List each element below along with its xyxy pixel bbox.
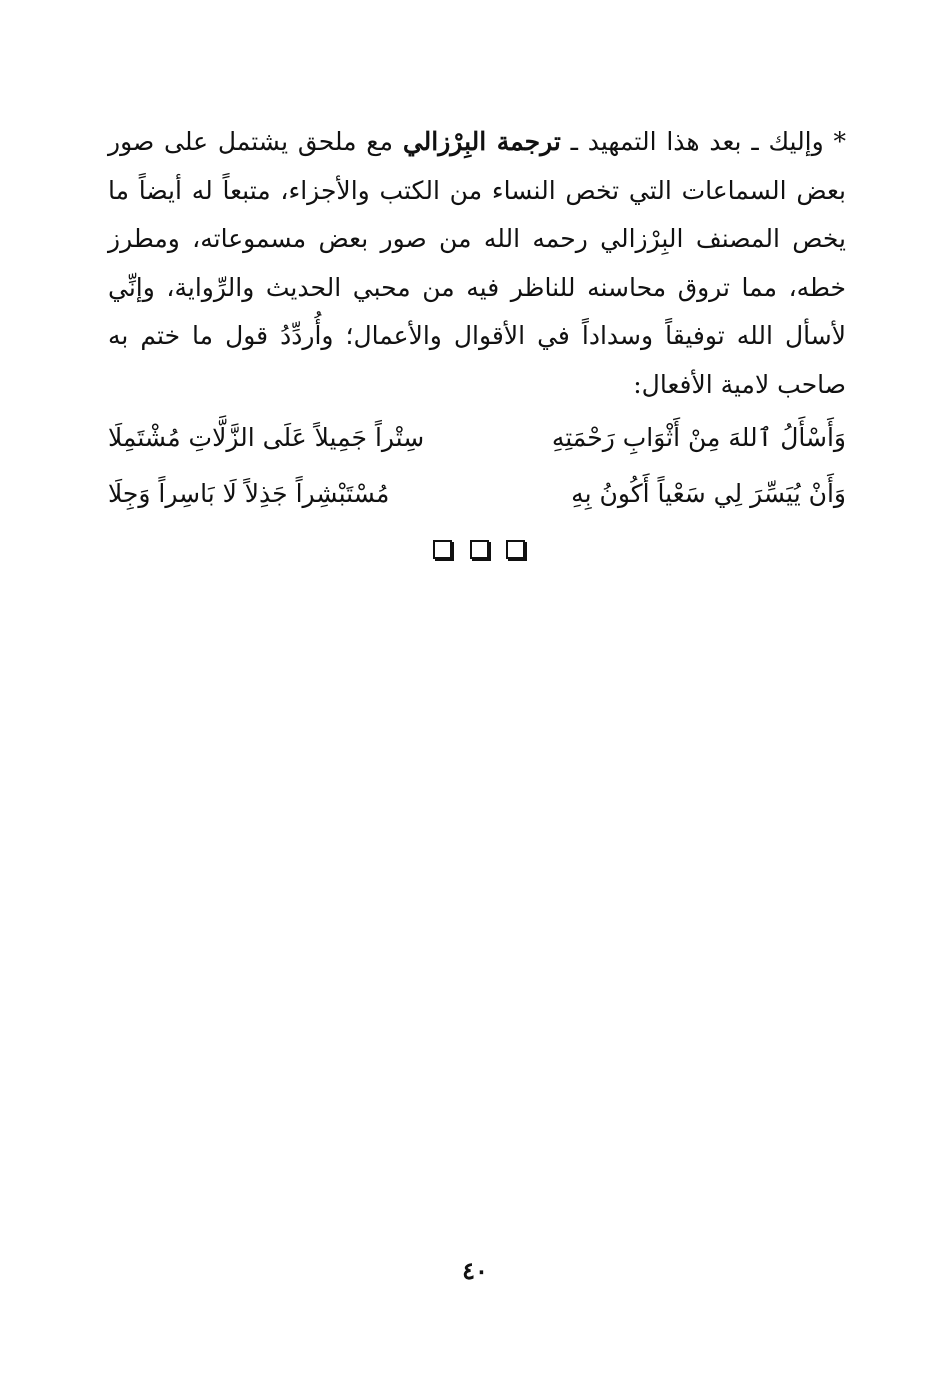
- verse-first-hemistich: وَأَسْأَلُ ٱللهَ مِنْ أَثْوَابِ رَحْمَتِهِ: [551, 423, 846, 452]
- poem-block: [108, 410, 846, 522]
- page-number: ٤٠: [462, 1256, 488, 1285]
- paragraph-body: مع ملحق يشتمل على صور بعض السماعات التي تخص النساء من الكتب والأجزاء، متبعاً له أيضاً ما يخص المصنف البِرْزالي رحمه الله من صور بعض مسموعاته، ومطرز خطه، مما تروق محاسنه للناظر فيه من محبي الحديث والرِّواية، وإنِّي لأسأل الله توفيقاً وسداداً في الأقوال والأعمال؛ وأُردِّدُ قول ما ختم به صاحب لامية الأفعال:: [108, 127, 846, 399]
- poem-verse: [108, 410, 846, 466]
- section-end-ornament: [433, 540, 525, 564]
- square-icon: [506, 540, 525, 559]
- square-icon: [433, 540, 452, 559]
- verse-second-hemistich: سِتْراً جَمِيلاً عَلَى الزَّلَّاتِ مُشْتَمِلَا: [108, 423, 425, 452]
- bullet-mark: *: [833, 127, 847, 156]
- poem-verse: [108, 466, 846, 522]
- square-icon: [470, 540, 489, 559]
- verse-second-hemistich: مُسْتَبْشِراً جَذِلاً لَا بَاسِراً وَجِلَا: [108, 479, 390, 508]
- body-paragraph: [108, 118, 846, 409]
- paragraph-lead: وإليك ـ بعد هذا التمهيد ـ: [570, 127, 824, 156]
- verse-first-hemistich: وَأَنْ يُيَسِّرَ لِي سَعْياً أَكُونُ بِهِ: [571, 479, 846, 508]
- paragraph-bold-title: ترجمة البِرْزالي: [402, 127, 561, 156]
